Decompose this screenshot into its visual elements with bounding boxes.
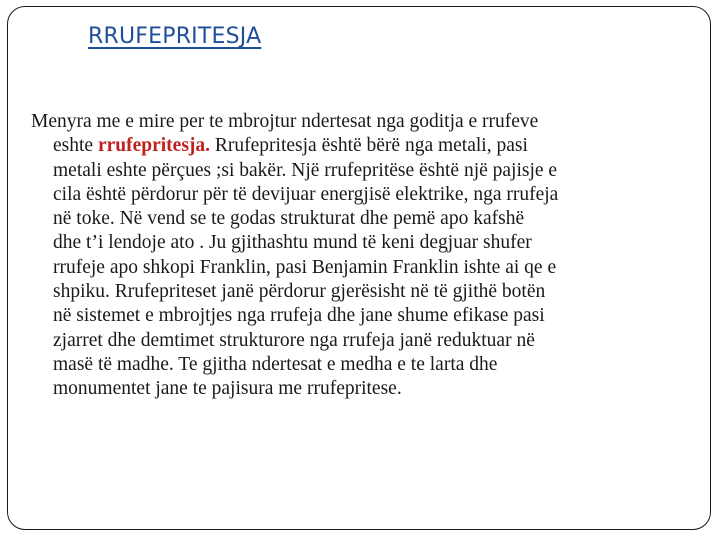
paragraph-line: cila është përdorur për të devijuar energjisë elektrike, nga rrufeja [53,183,559,205]
line-text-after: Rrufepritesja është bërë nga metali, pasi [210,135,528,157]
line-text-before: eshte [53,135,98,157]
paragraph-line: rrufeje apo shkopi Franklin, pasi Benjamin Franklin ishte ai qe e [53,256,557,278]
paragraph-line: dhe t’i lendoje ato . Ju gjithashtu mund të keni degjuar shufer [53,232,532,254]
paragraph-line: zjarret dhe demtimet strukturore nga rrufeja janë reduktuar në [53,329,535,351]
paragraph-line: monumentet jane te pajisura me rrufepritese. [53,378,402,400]
paragraph-line: metali eshte përçues ;si bakër. Një rrufepritëse është një pajisje e [53,159,558,181]
slide-title: RRUFEPRITESJA [88,24,262,49]
highlighted-term: rrufepritesja. [97,135,211,157]
paragraph-line: Menyra me e mire per te mbrojtur ndertesat nga goditja e rrufeve [31,111,539,132]
body-paragraph [31,110,691,402]
paragraph-line: masë të madhe. Te gjitha ndertesat e medha e te larta dhe [53,353,498,375]
paragraph-line: në sistemet e mbrojtjes nga rrufeja dhe jane shume efikase pasi [53,305,545,327]
paragraph-line: shpiku. Rrufepriteset janë përdorur gjerësisht në të gjithë botën [53,281,546,303]
paragraph-line [31,134,691,158]
paragraph-line: në toke. Në vend se te godas strukturat dhe pemë apo kafshë [53,208,525,230]
